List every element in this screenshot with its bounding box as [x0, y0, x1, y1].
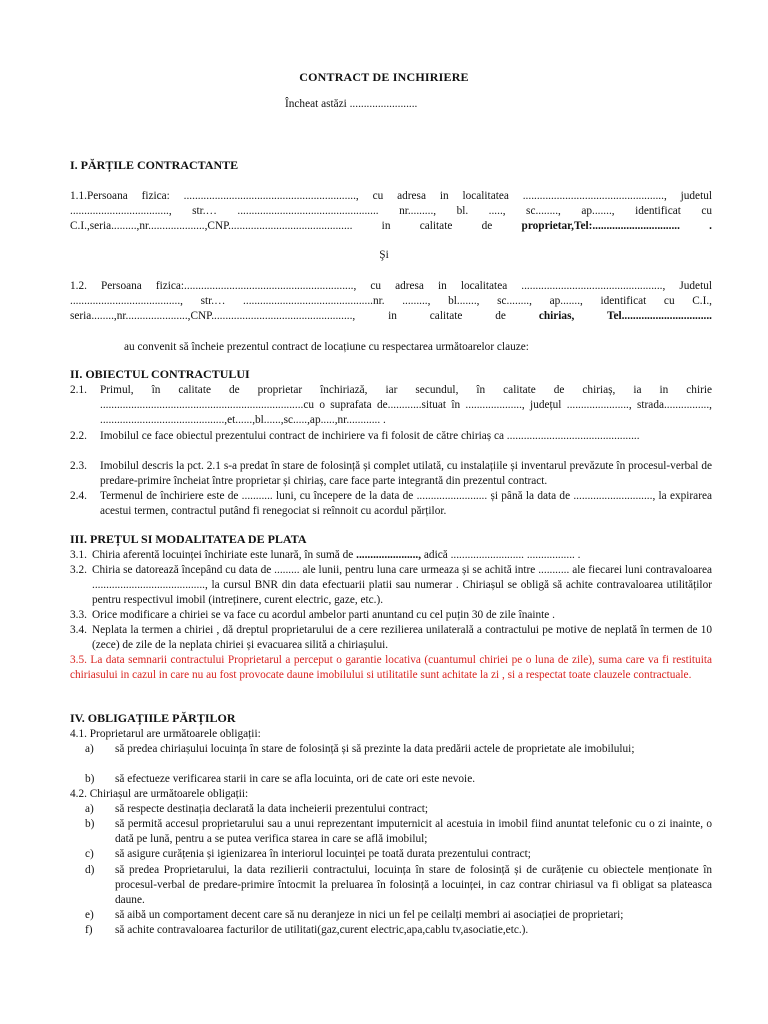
list-marker: a) [85, 803, 94, 815]
list-text: să achite contravaloarea facturilor de utilitati(gaz,curent electric,apa,cablu tv,asociatie,etc.). [115, 924, 529, 936]
clause-3-5-deposit: 3.5. La data semnarii contractului Proprietarul a perceput o garantie locativa (cuantumul chiriei pe o luna de zile), suma care va fi restituita chiriasului in cazul in care nu au fost provocate daune imobilului si utilitatile sunt achitate la zi , si a respectat toate clauzele contractuale. [70, 654, 712, 682]
list-marker: e) [85, 909, 94, 921]
obligation-tenant-b [85, 817, 712, 847]
list-marker: b) [85, 818, 95, 830]
list-text: să respecte destinația declarată la data incheierii prezentului contract; [115, 803, 429, 815]
section-heading-obligations: IV. OBLIGAȚIILE PĂRȚILOR [70, 711, 236, 725]
paragraph-1-1 [70, 189, 712, 250]
clause-amount: ......................, [356, 549, 422, 561]
list-text: să predea chiriașului locuința în stare de folosință și să prezinte la data predării actele de proprietate ale imobilului; [115, 743, 635, 755]
agreement-sentence: au convenit să încheie prezentul contract de locațiune cu respectarea următoarelor clauze: [124, 341, 529, 353]
paragraph-1-1-bold: proprietar,Tel:............................... . [521, 220, 713, 233]
clause-3-2 [70, 563, 712, 609]
section-heading-object: II. OBIECTUL CONTRACTULUI [70, 367, 250, 381]
clause-number: 2.2. [70, 430, 87, 442]
list-marker: f) [85, 924, 93, 936]
conjunction-si: Şi [379, 249, 389, 261]
list-marker: d) [85, 864, 95, 876]
clause-text: Orice modificare a chiriei se va face cu acordul ambelor parti anuntand cu cel puțin 30 de zile înainte . [92, 609, 555, 621]
obligation-landlord-b [85, 772, 712, 787]
clause-text: Imobilul ce face obiectul prezentului contract de inchiriere va fi folosit de către chiriaș ca ............................................... [100, 430, 640, 442]
clause-text-tail: adică .......................... ................. . [421, 549, 581, 561]
clause-text: Chiria aferentă locuinței închiriate este lunară, în sumă de [92, 549, 357, 561]
clause-text: Neplata la termen a chiriei , dă dreptul proprietarului de a cere rezilierea unilaterală a contractului pe motive de neplată în termen de 10 (zece) de zile de la neplata chiriei și evacuarea silită a chiriașului. [92, 624, 712, 652]
clause-text: Imobilul descris la pct. 2.1 s-a predat în stare de folosință și complet utilată, cu instalațiile și inventarul prevăzute în procesul-verbal de predare-primire încheiat între proprietar și chiriaș, care face parte integrantă din prezentul contract. [100, 460, 712, 488]
clause-number: 2.4. [70, 490, 87, 502]
clause-number: 3.3. [70, 609, 87, 621]
clause-number: 3.1. [70, 549, 87, 561]
clause-number: 3.4. [70, 624, 87, 636]
obligation-tenant-e [85, 908, 712, 923]
list-text: să asigure curățenia și igienizarea în interiorul locuinței pe toată durata prezentului contract; [115, 848, 531, 860]
clause-number: 3.2. [70, 564, 87, 576]
clause-2-4 [70, 489, 712, 519]
document-subtitle: Încheat astăzi ........................ [285, 98, 418, 110]
section-heading-parties: I. PĂRȚILE CONTRACTANTE [70, 158, 239, 172]
obligation-landlord-a [85, 742, 712, 757]
clause-text: Termenul de închiriere este de ........... luni, cu începere de la data de ......................... și până la data de ............................, la expirarea acestui termen, contractul putând fi renegociat si reînnoit cu acordul părților. [100, 490, 712, 518]
list-text: să permită accesul proprietarului sau a unui reprezentant imputernicit al acestuia in imobil fiind anuntat telefonic cu o zi inainte, o dată pe lună, pentru a se putea verifica starea in care se află imobilul; [115, 818, 712, 846]
list-text: să aibă un comportament decent care să nu deranjeze in nici un fel pe ceilalți membri ai asociației de proprietari; [115, 909, 624, 921]
obligation-tenant-f [85, 923, 712, 938]
clause-3-4 [70, 623, 712, 653]
list-marker: a) [85, 743, 94, 755]
clause-2-3 [70, 459, 712, 489]
obligation-tenant-a [85, 802, 712, 817]
clause-2-1 [70, 383, 712, 429]
clause-text: Chiria se datorează începând cu data de ......... ale lunii, pentru luna care urmeaza și se achită intre ........... ale fiecarei luni contravaloarea ........................................, la cursul BNR din data efectuarii platii sau numerar . Chiriașul se obligă să achite contravaloarea utilităților pentru respectivul imobil (intreținere, curent electric, gaze, etc.). [92, 564, 712, 607]
clause-3-3 [70, 608, 712, 623]
clause-4-2-heading: 4.2. Chiriașul are următoarele obligații: [70, 788, 249, 800]
clause-4-1-heading: 4.1. Proprietarul are următoarele obligații: [70, 728, 261, 740]
paragraph-1-2 [70, 279, 712, 340]
list-text: să predea Proprietarului, la data rezilierii contractului, locuința în stare de folosință și de curățenie cu obiectele menționate în procesul-verbal de predare-primire întocmit la preluarea în folosință a locuinței, in caz contrar chiriasul va fi obligat sa plateasca daune. [115, 864, 712, 907]
obligation-tenant-c [85, 847, 712, 862]
clause-3-1 [70, 548, 712, 563]
paragraph-1-2-text: 1.2. Persoana fizica:............................................................, cu adresa in localitatea .................................................., Judetul ......................................., str.… ..............................................nr. ........., bl......., sc........, ap......., identificat cu C.I., seria........,nr......................,CNP.................................................., in calitate de [70, 280, 712, 323]
paragraph-1-2-bold: chirias, Tel................................ [538, 310, 712, 323]
clause-number: 2.1. [70, 384, 87, 396]
clause-2-2 [70, 429, 712, 444]
clause-text: Primul, în calitate de proprietar închiriază, iar secundul, în calitate de chiriaș, ia in chirie ........................................................................cu o suprafata de............situat în ...................., județul ......................, strada................, ............................................,et......,bl......,sc.....,ap.....,nr............ . [100, 384, 712, 427]
paragraph-1-1-text: 1.1.Persoana fizica: ............................................................., cu adresa in localitatea .................................................., judetul ..................................., str.… .................................................. nr........., bl. ....., sc........, ap......., identificat cu C.I.,seria.........,nr....................,CNP............................................ in calitate de [70, 190, 712, 233]
list-text: să efectueze verificarea starii in care se afla locuinta, ori de cate ori este nevoie. [115, 773, 476, 785]
clause-number: 2.3. [70, 460, 87, 472]
obligation-tenant-d [85, 863, 712, 909]
list-marker: b) [85, 773, 95, 785]
list-marker: c) [85, 848, 94, 860]
document-title: CONTRACT DE INCHIRIERE [299, 70, 469, 84]
section-heading-price: III. PREȚUL SI MODALITATEA DE PLATA [70, 532, 307, 546]
